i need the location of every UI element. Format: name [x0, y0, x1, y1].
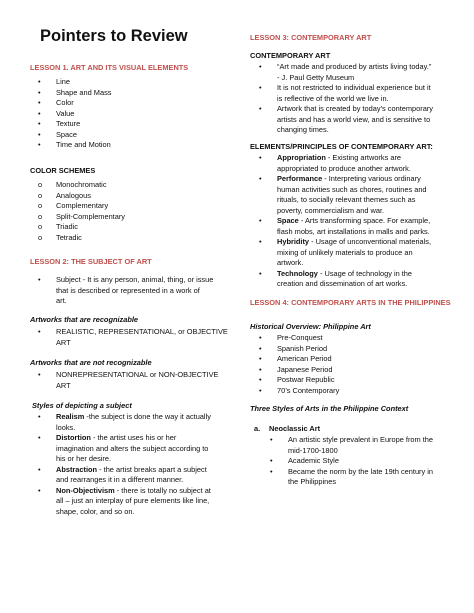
style-desc: his or her desire.: [56, 454, 112, 463]
not-recognizable-heading: Artworks that are not recognizable: [30, 358, 152, 367]
lesson1-heading: LESSON 1. ART AND ITS VISUAL ELEMENTS: [30, 63, 189, 72]
color-schemes-list: [38, 180, 126, 243]
period-item: [259, 385, 340, 397]
color-scheme-item: [38, 222, 125, 233]
bullet-icon: •: [259, 364, 262, 374]
neoclassic-line: Became the norm by the late 19th century in: [288, 466, 434, 476]
principle-desc: mixing of unlikely materials to produce an: [277, 247, 413, 257]
period-item: [259, 343, 339, 355]
color-scheme-item: [38, 211, 126, 223]
neoclassic-heading: Neoclassic Art: [269, 424, 321, 433]
neoclassic-list: [270, 435, 434, 488]
principle-term: Technology: [277, 268, 318, 278]
bullet-icon: •: [259, 153, 262, 162]
hollow-bullet-icon: o: [38, 190, 43, 200]
principle-term: Hybridity: [277, 237, 310, 246]
bullet-icon: •: [38, 412, 41, 421]
bullet-icon: •: [259, 333, 262, 342]
principle-desc: appropriated to produce another artwork.: [277, 163, 411, 173]
bullet-icon: •: [270, 456, 273, 465]
list-item: [270, 456, 433, 467]
style-desc: shape, color, and so on.: [56, 506, 135, 516]
historical-overview-heading: Historical Overview: Philippine Art: [250, 322, 371, 331]
style-desc: all – just an interplay of pure elements like line,: [56, 496, 210, 505]
color-scheme-item: [38, 190, 125, 202]
subject-line: Subject - It is any person, animal, thing, or issue: [56, 275, 214, 284]
visual-elements-list: [38, 77, 112, 151]
principle-desc: - Usage of technology in the: [317, 268, 413, 278]
list-item: [259, 174, 431, 216]
list-item: [259, 153, 431, 174]
list-item: [259, 237, 432, 269]
principle-desc: poverty, commercialism and war.: [277, 205, 385, 215]
style-term: Non-Objectivism: [56, 485, 115, 495]
bullet-icon: •: [259, 83, 262, 92]
hollow-bullet-icon: o: [38, 232, 43, 242]
principle-desc: - Existing artworks are: [325, 153, 402, 162]
period-item-label: 70’s Contemporary: [277, 385, 340, 395]
bullet-icon: •: [38, 485, 41, 495]
list-item: [38, 327, 228, 348]
style-desc: and rearranges it in a different manner.: [56, 475, 184, 484]
color-scheme-item-label: Triadic: [56, 222, 78, 231]
list-item: [270, 466, 434, 488]
bullet-line: artists and has a world view, and is sensitive to: [277, 114, 431, 124]
bullet-icon: •: [38, 140, 41, 149]
principle-desc: - Usage of unconventional materials,: [309, 237, 432, 246]
list-item: [38, 275, 214, 307]
principle-desc: flash mobs, art installations in malls and parks.: [277, 226, 430, 236]
period-item-label: Spanish Period: [277, 343, 328, 353]
style-desc: - the artist breaks apart a subject: [97, 464, 207, 474]
contemporary-art-heading: CONTEMPORARY ART: [250, 51, 331, 60]
styles-heading: Styles of depicting a subject: [32, 401, 132, 410]
bullet-icon: •: [270, 435, 273, 444]
style-desc: -the subject is done the way it actually: [84, 412, 211, 421]
bullet-icon: •: [259, 375, 262, 384]
style-term: Realism: [56, 412, 85, 421]
bullet-icon: •: [259, 104, 262, 113]
recognizable-line: REALISTIC, REPRESENTATIONAL, or OBJECTIVE: [56, 327, 228, 336]
styles-list: [38, 412, 211, 517]
color-scheme-item: [38, 201, 125, 212]
bullet-line: It is not restricted to individual experience but it: [277, 83, 431, 92]
principle-desc: human activities such as chores, routines and: [277, 184, 427, 194]
bullet-line: is reflective of the world we live in.: [277, 93, 389, 103]
bullet-icon: •: [259, 354, 262, 363]
bullet-icon: •: [270, 466, 273, 476]
style-desc: - there is totally no subject at: [114, 485, 211, 495]
visual-element-item: [38, 140, 111, 151]
period-item-label: American Period: [277, 354, 332, 363]
bullet-icon: •: [259, 216, 262, 225]
style-desc: imagination and alters the subject according to: [56, 443, 209, 453]
visual-element-item-label: Line: [56, 77, 70, 86]
visual-element-item: [38, 119, 111, 130]
color-schemes-heading: COLOR SCHEMES: [30, 166, 96, 175]
bullet-icon: •: [259, 62, 262, 71]
visual-element-item-label: Value: [56, 108, 75, 118]
period-item: [259, 364, 339, 376]
neoclassic-line: Academic Style: [288, 456, 339, 465]
lesson2-heading: LESSON 2: THE SUBJECT OF ART: [30, 257, 152, 266]
bullet-icon: •: [38, 129, 41, 139]
three-styles-heading: Three Styles of Arts in the Philippine Context: [250, 404, 409, 413]
list-item: [38, 433, 211, 465]
quote-source: - J. Paul Getty Museum: [277, 72, 355, 82]
list-item: [38, 485, 211, 518]
bullet-icon: •: [259, 174, 262, 183]
color-scheme-item: [38, 232, 125, 244]
not-recognizable-line: ART: [56, 380, 71, 390]
principle-desc: artwork.: [277, 258, 304, 267]
style-term: Distortion: [56, 433, 91, 442]
principle-desc: rituals, to socially relevant themes such as: [277, 195, 416, 204]
periods-list: [259, 333, 340, 396]
bullet-icon: •: [38, 433, 41, 442]
visual-element-item: [38, 98, 111, 109]
recognizable-heading: Artworks that are recognizable: [30, 315, 139, 324]
hollow-bullet-icon: o: [38, 211, 43, 221]
period-item-label: Japanese Period: [277, 364, 333, 374]
not-recognizable-line: NONREPRESENTATIONAL or NON-OBJECTIVE: [56, 370, 219, 379]
principle-desc: - Arts transforming space. For example,: [298, 216, 431, 225]
principle-desc: - Interpreting various ordinary: [322, 174, 421, 183]
color-scheme-item-label: Analogous: [56, 190, 91, 200]
bullet-icon: •: [38, 119, 41, 128]
list-item: [259, 83, 433, 104]
bullet-icon: •: [38, 77, 41, 86]
color-scheme-item-label: Tetradic: [56, 232, 82, 242]
principle-term: Appropriation: [277, 153, 326, 162]
subject-line: that is described or represented in a work of: [56, 285, 200, 295]
visual-element-item: [38, 129, 111, 141]
visual-element-item: [38, 108, 111, 120]
visual-element-item-label: Time and Motion: [56, 140, 111, 149]
bullet-line: changing times.: [277, 125, 329, 134]
period-item-label: Postwar Republic: [277, 375, 335, 384]
recognizable-list: [38, 327, 228, 348]
visual-element-item: [38, 87, 112, 99]
bullet-icon: •: [259, 385, 262, 395]
lesson4-heading: LESSON 4: CONTEMPORARY ARTS IN THE PHILIPPINES: [250, 298, 451, 307]
style-term: Abstraction: [56, 464, 98, 474]
bullet-icon: •: [38, 370, 41, 379]
subject-list: [38, 275, 214, 307]
period-item: [259, 375, 339, 386]
period-item: [259, 354, 339, 365]
color-scheme-item-label: Complementary: [56, 201, 109, 210]
bullet-icon: •: [259, 268, 262, 278]
visual-element-item: [38, 77, 111, 88]
bullet-icon: •: [38, 327, 41, 336]
color-scheme-item-label: Monochromatic: [56, 180, 107, 189]
neoclassic-marker: a.: [254, 424, 261, 433]
period-item-label: Pre-Conquest: [277, 333, 323, 342]
visual-element-item-label: Shape and Mass: [56, 87, 112, 97]
hollow-bullet-icon: o: [38, 201, 43, 210]
neoclassic-line: the Philippines: [288, 477, 337, 486]
bullet-icon: •: [38, 108, 41, 118]
page-title: Pointers to Review: [40, 27, 188, 45]
visual-element-item-label: Space: [56, 129, 77, 139]
list-item: [38, 412, 211, 433]
bullet-icon: •: [38, 464, 41, 474]
list-item: [38, 370, 219, 391]
list-item: [259, 268, 431, 290]
list-item: [259, 62, 433, 83]
contemporary-art-list: [259, 62, 433, 136]
principle-term: Space: [277, 216, 299, 225]
principles-heading: ELEMENTS/PRINCIPLES OF CONTEMPORARY ART:: [250, 142, 433, 151]
bullet-icon: •: [38, 275, 41, 284]
bullet-icon: •: [259, 343, 262, 353]
color-scheme-item: [38, 180, 125, 191]
list-item: [38, 464, 211, 486]
period-item: [259, 333, 339, 344]
bullet-icon: •: [38, 98, 41, 107]
list-item: [259, 216, 431, 237]
hollow-bullet-icon: o: [38, 180, 43, 189]
principle-term: Performance: [277, 174, 323, 183]
neoclassic-line: An artistic style prevalent in Europe from the: [288, 435, 434, 444]
principle-desc: creation and dissemination of art works.: [277, 279, 408, 288]
style-desc: - the artist uses his or her: [90, 433, 177, 442]
recognizable-line: ART: [56, 337, 71, 347]
lesson3-heading: LESSON 3: CONTEMPORARY ART: [250, 33, 372, 42]
bullet-icon: •: [259, 237, 262, 246]
not-recognizable-list: [38, 370, 219, 391]
visual-element-item-label: Texture: [56, 119, 81, 128]
style-desc: looks.: [56, 422, 76, 432]
color-scheme-item-label: Split-Complementary: [56, 211, 126, 221]
hollow-bullet-icon: o: [38, 222, 43, 231]
list-item: [270, 435, 434, 456]
visual-element-item-label: Color: [56, 98, 74, 107]
neoclassic-line: mid-1700-1800: [288, 445, 338, 455]
bullet-line: Artwork that is created by today’s contemporary: [277, 104, 433, 113]
principles-list: [259, 153, 432, 290]
quote-line: “Art made and produced by artists living today.”: [277, 62, 432, 71]
bullet-icon: •: [38, 87, 41, 97]
list-item: [259, 104, 433, 136]
subject-line: art.: [56, 296, 67, 305]
